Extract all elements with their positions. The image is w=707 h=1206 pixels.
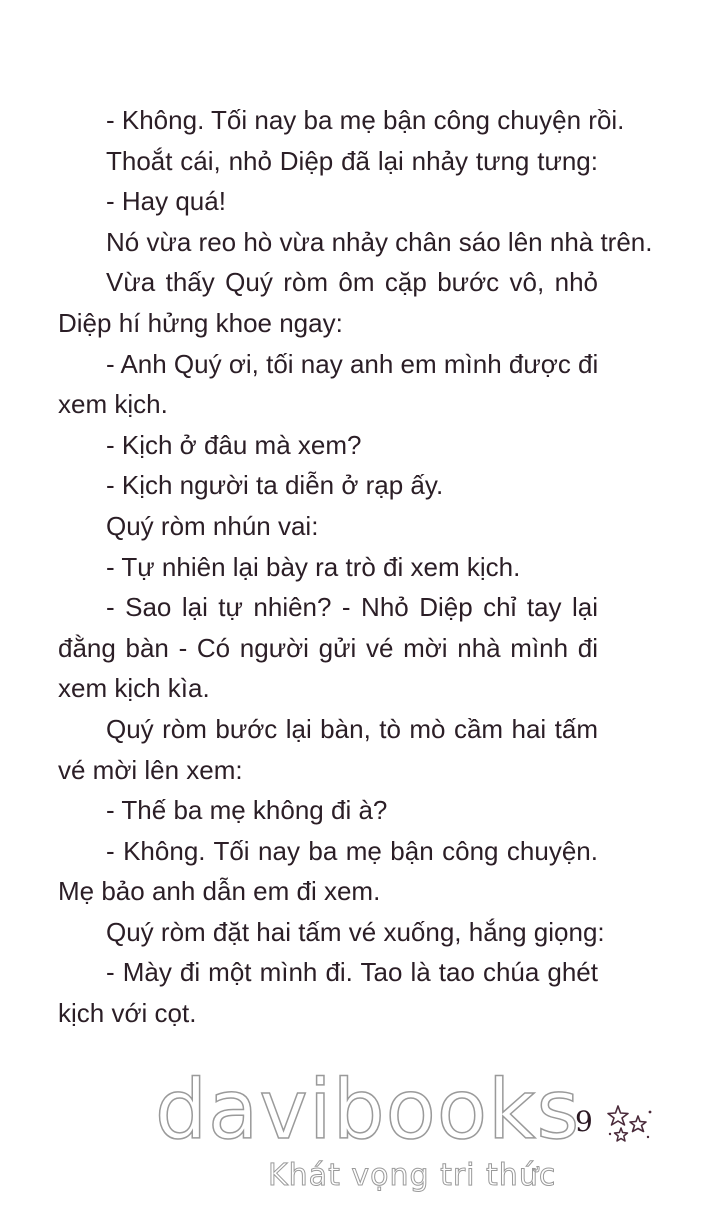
text-line: xem kịch kìa. xyxy=(58,673,210,704)
text-line: Vừa thấy Quý ròm ôm cặp bước vô, nhỏ xyxy=(106,267,598,298)
text-line: - Sao lại tự nhiên? - Nhỏ Diệp chỉ tay lại xyxy=(106,592,598,623)
text-line: đằng bàn - Có người gửi vé mời nhà mình đi xyxy=(58,632,598,663)
body-text xyxy=(58,100,653,1034)
text-line: kịch với cọt. xyxy=(58,998,197,1029)
text-line: xem kịch. xyxy=(58,389,168,420)
text-line: - Mày đi một mình đi. Tao là tao chúa ghét xyxy=(106,957,598,988)
text-line: vé mời lên xem: xyxy=(58,754,243,785)
text-line: Diệp hí hửng khoe ngay: xyxy=(58,307,343,338)
text-line: - Thế ba mẹ không đi à? xyxy=(106,795,388,826)
text-line: - Không. Tối nay ba mẹ bận công chuyện rồi. xyxy=(106,105,625,135)
page-number: 9 xyxy=(575,1105,593,1138)
text-line: Quý ròm đặt hai tấm vé xuống, hắng giọng: xyxy=(106,916,605,947)
text-line: - Hay quá! xyxy=(106,186,226,217)
watermark-tagline: Khát vọng tri thức xyxy=(268,1158,557,1193)
watermark-brand: davibooks xyxy=(155,1063,581,1158)
text-line: Thoắt cái, nhỏ Diệp đã lại nhảy tưng tưng: xyxy=(106,145,598,176)
text-line: - Anh Quý ơi, tối nay anh em mình được đi xyxy=(106,348,599,379)
text-line: Quý ròm nhún vai: xyxy=(106,510,319,541)
stars-icon xyxy=(604,1104,656,1146)
text-line: - Kịch người ta diễn ở rạp ấy. xyxy=(106,470,444,501)
text-line: - Không. Tối nay ba mẹ bận công chuyện. xyxy=(106,835,598,866)
text-line: Nó vừa reo hò vừa nhảy chân sáo lên nhà trên. xyxy=(106,226,653,257)
text-line: Mẹ bảo anh dẫn em đi xem. xyxy=(58,876,381,907)
text-line: - Tự nhiên lại bày ra trò đi xem kịch. xyxy=(106,551,521,582)
text-line: Quý ròm bước lại bàn, tò mò cầm hai tấm xyxy=(106,713,598,744)
text-line: - Kịch ở đâu mà xem? xyxy=(106,429,362,460)
